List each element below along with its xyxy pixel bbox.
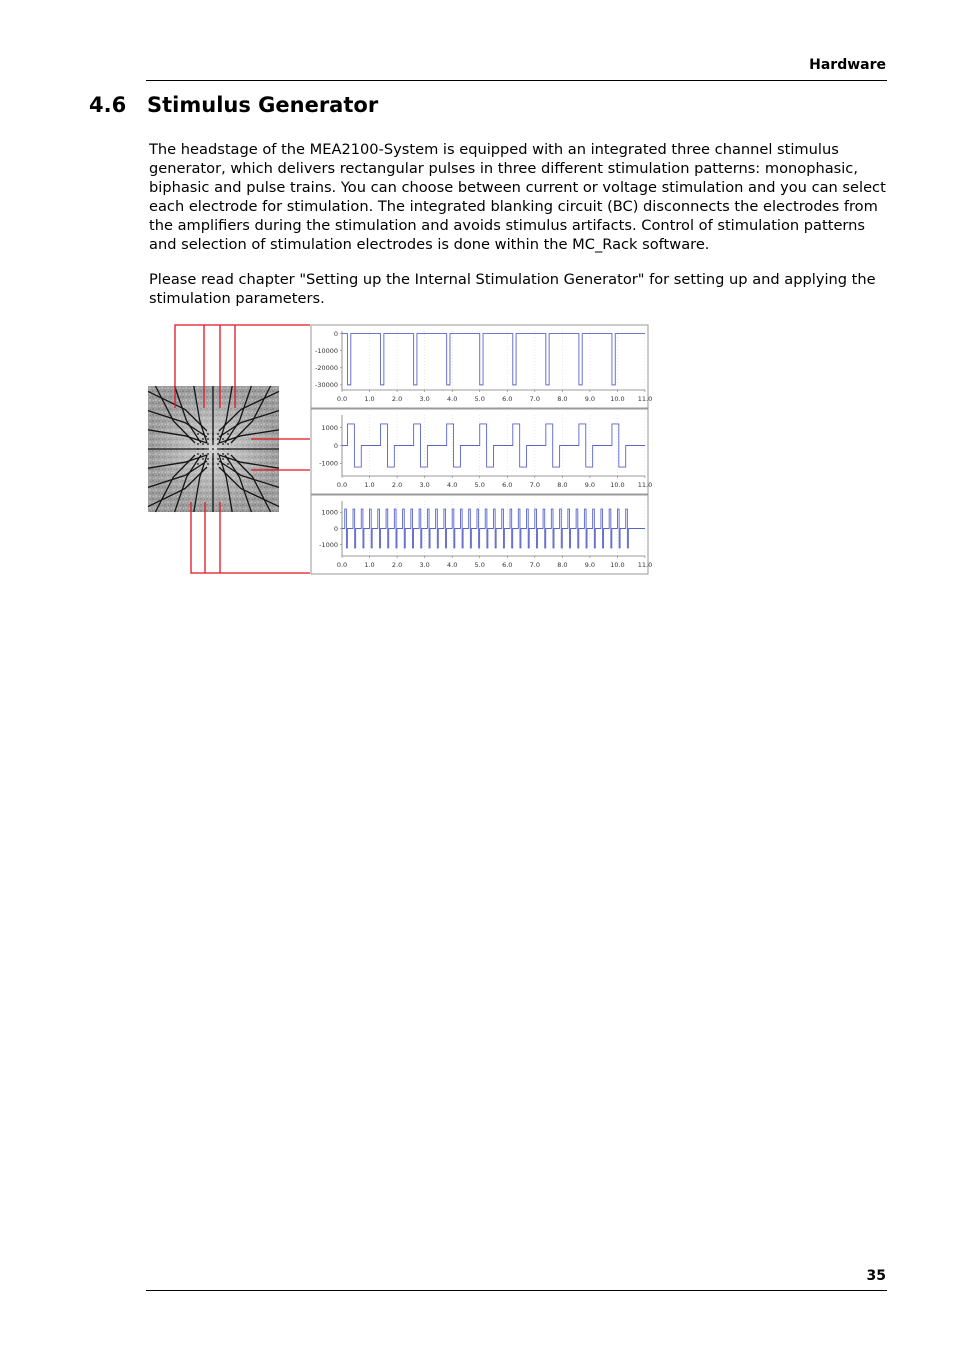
- x-tick-label: 11.0: [637, 395, 653, 403]
- header-rule: [146, 80, 887, 81]
- electrode-dot: [217, 438, 219, 440]
- x-tick-label: 5.0: [474, 561, 485, 569]
- y-tick-label: 0: [333, 441, 338, 450]
- y-tick-label: -30000: [314, 381, 338, 390]
- x-tick-label: 6.0: [502, 481, 513, 489]
- x-tick-label: 4.0: [447, 395, 458, 403]
- stimulus-chart: [311, 409, 652, 494]
- electrode-dot: [217, 433, 219, 435]
- electrode-dot: [202, 443, 204, 445]
- section-number: 4.6: [89, 93, 127, 117]
- x-tick-label: 2.0: [391, 481, 403, 489]
- electrode-dot: [222, 433, 224, 435]
- y-tick-label: 0: [333, 329, 338, 338]
- y-tick-label: 1000: [321, 423, 338, 432]
- x-tick-label: 3.0: [419, 395, 430, 403]
- electrode-dot: [217, 448, 219, 450]
- electrode-dot: [202, 463, 204, 465]
- electrode-dot: [217, 463, 219, 465]
- electrode-dot: [197, 448, 199, 450]
- electrode-dot: [212, 453, 214, 455]
- electrode-dot: [212, 448, 214, 450]
- section-title: Stimulus Generator: [147, 93, 379, 117]
- electrode-dot: [207, 463, 209, 465]
- x-tick-label: 1.0: [364, 481, 375, 489]
- electrode-dot: [222, 443, 224, 445]
- electrode-dot: [227, 443, 229, 445]
- electrode-dot: [202, 433, 204, 435]
- y-tick-label: -1000: [319, 459, 338, 468]
- electrode-dot: [207, 443, 209, 445]
- electrode-dot: [212, 438, 214, 440]
- x-tick-label: 7.0: [529, 481, 540, 489]
- x-tick-label: 3.0: [419, 561, 430, 569]
- x-tick-label: 9.0: [584, 395, 596, 403]
- electrode-dot: [222, 448, 224, 450]
- electrode-dot: [222, 458, 224, 460]
- x-tick-label: 6.0: [502, 395, 513, 403]
- electrode-dot: [197, 458, 199, 460]
- electrode-dot: [197, 453, 199, 455]
- mea-electrode-image: [148, 386, 279, 512]
- electrode-dot: [202, 438, 204, 440]
- stimulus-figure: [140, 318, 655, 584]
- x-tick-label: 11.0: [637, 561, 653, 569]
- stimulus-figure-svg: [140, 318, 655, 580]
- x-tick-label: 9.0: [584, 561, 596, 569]
- electrode-dot: [207, 438, 209, 440]
- x-tick-label: 4.0: [447, 561, 458, 569]
- electrode-dot: [217, 453, 219, 455]
- x-tick-label: 11.0: [637, 481, 653, 489]
- electrode-dot: [207, 453, 209, 455]
- x-tick-label: 1.0: [364, 395, 375, 403]
- running-header: Hardware: [809, 57, 886, 73]
- x-tick-label: 8.0: [557, 561, 568, 569]
- electrode-dot: [212, 458, 214, 460]
- x-tick-label: 0.0: [336, 395, 348, 403]
- electrode-dot: [197, 463, 199, 465]
- electrode-dot: [202, 448, 204, 450]
- x-tick-label: 3.0: [419, 481, 430, 489]
- electrode-dot: [202, 453, 204, 455]
- x-tick-label: 7.0: [529, 395, 540, 403]
- page-number: 35: [866, 1268, 886, 1284]
- electrode-dot: [207, 458, 209, 460]
- body-paragraph: Please read chapter "Setting up the Internal Stimulation Generator" for setting up and applying the stimulation parameters.: [149, 271, 876, 307]
- electrode-dot: [197, 433, 199, 435]
- x-tick-label: 2.0: [391, 561, 403, 569]
- y-tick-label: 0: [333, 524, 338, 533]
- electrode-dot: [227, 453, 229, 455]
- x-tick-label: 8.0: [557, 395, 568, 403]
- electrode-dot: [202, 458, 204, 460]
- y-tick-label: 1000: [321, 508, 338, 517]
- y-tick-label: -20000: [314, 364, 338, 373]
- x-tick-label: 10.0: [610, 395, 625, 403]
- x-tick-label: 0.0: [336, 561, 348, 569]
- electrode-dot: [217, 458, 219, 460]
- electrode-dot: [197, 443, 199, 445]
- electrode-dot: [212, 443, 214, 445]
- x-tick-label: 10.0: [610, 481, 625, 489]
- x-tick-label: 9.0: [584, 481, 596, 489]
- x-tick-label: 4.0: [447, 481, 458, 489]
- electrode-dot: [197, 438, 199, 440]
- electrode-dot: [222, 463, 224, 465]
- x-tick-label: 5.0: [474, 481, 485, 489]
- electrode-dot: [227, 458, 229, 460]
- x-tick-label: 7.0: [529, 561, 540, 569]
- electrode-dot: [207, 433, 209, 435]
- electrode-dot: [207, 448, 209, 450]
- x-tick-label: 5.0: [474, 395, 485, 403]
- y-tick-label: -1000: [319, 540, 338, 549]
- electrode-dot: [227, 448, 229, 450]
- stimulus-chart: [311, 325, 652, 408]
- x-tick-label: 10.0: [610, 561, 625, 569]
- stimulus-chart: [311, 495, 652, 574]
- x-tick-label: 6.0: [502, 561, 513, 569]
- section-heading: [89, 93, 378, 117]
- footer-rule: [146, 1290, 887, 1291]
- body-paragraph: The headstage of the MEA2100-System is equipped with an integrated three channel stimulus generator, which delivers rectangular pulses in three different stimulation patterns: monophasic, biphasic and pulse trains. You can choose between current or voltage stimulation and you can select each electrode for stimulation. The integrated blanking circuit (BC) disconnects the electrodes from the amplifiers during the stimulation and avoids stimulus artifacts. Control of stimulation patterns and selection of stimulation electrodes is done within the MC_Rack software.: [149, 141, 886, 253]
- electrode-dot: [212, 433, 214, 435]
- x-tick-label: 1.0: [364, 561, 375, 569]
- electrode-dot: [212, 463, 214, 465]
- electrode-dot: [222, 438, 224, 440]
- electrode-dot: [227, 463, 229, 465]
- electrode-dot: [222, 453, 224, 455]
- x-tick-label: 0.0: [336, 481, 348, 489]
- electrode-dot: [227, 433, 229, 435]
- electrode-dot: [217, 443, 219, 445]
- x-tick-label: 8.0: [557, 481, 568, 489]
- x-tick-label: 2.0: [391, 395, 403, 403]
- electrode-dot: [227, 438, 229, 440]
- y-tick-label: -10000: [314, 346, 338, 355]
